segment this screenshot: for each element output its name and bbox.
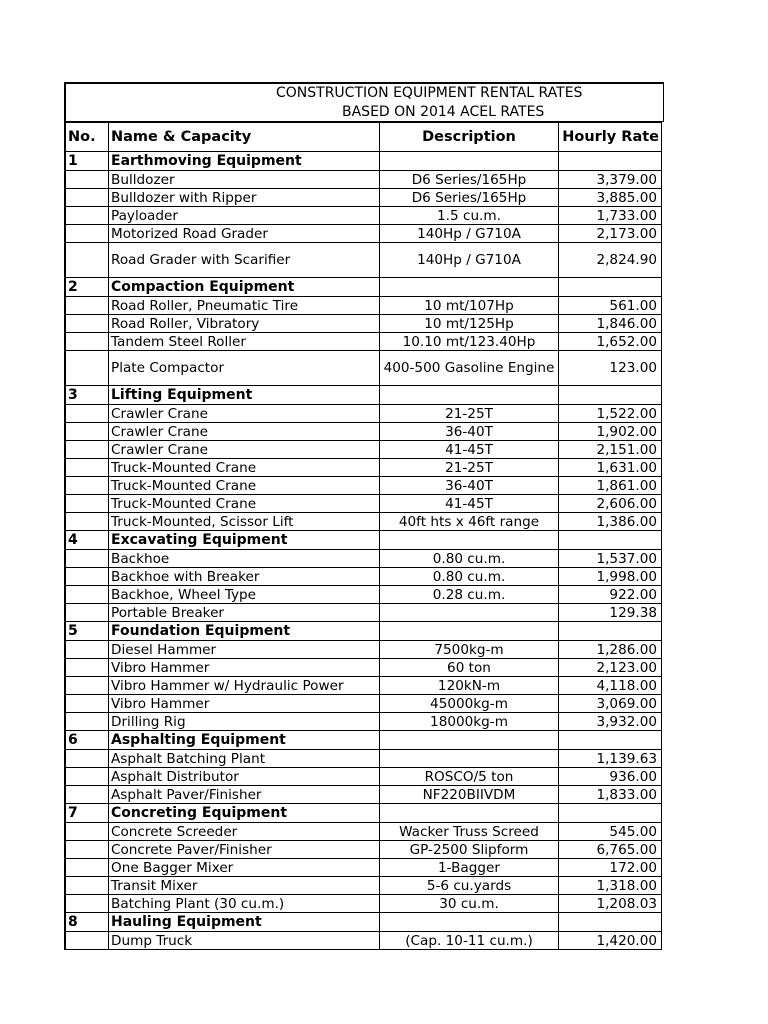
hourly-rate: 1,861.00 bbox=[559, 477, 662, 495]
equipment-description: 1.5 cu.m. bbox=[380, 207, 559, 225]
hourly-rate: 123.00 bbox=[559, 351, 662, 386]
table-row bbox=[65, 695, 662, 713]
row-number bbox=[65, 225, 109, 243]
header-description: Description bbox=[380, 123, 559, 152]
hourly-rate: 3,069.00 bbox=[559, 695, 662, 713]
hourly-rate: 3,885.00 bbox=[559, 189, 662, 207]
equipment-description bbox=[380, 731, 559, 750]
category-name: Excavating Equipment bbox=[109, 531, 380, 550]
table-row bbox=[65, 297, 662, 315]
rates-table bbox=[64, 122, 662, 950]
hourly-rate: 2,606.00 bbox=[559, 495, 662, 513]
hourly-rate: 2,824.90 bbox=[559, 243, 662, 278]
row-number bbox=[65, 604, 109, 622]
category-row bbox=[65, 804, 662, 823]
equipment-description: 140Hp / G710A bbox=[380, 243, 559, 278]
equipment-name: Crawler Crane bbox=[109, 423, 380, 441]
hourly-rate: 3,379.00 bbox=[559, 171, 662, 189]
row-number bbox=[65, 750, 109, 768]
row-number bbox=[65, 713, 109, 731]
row-number bbox=[65, 550, 109, 568]
equipment-description: NF220BIIVDM bbox=[380, 786, 559, 804]
equipment-name: Asphalt Paver/Finisher bbox=[109, 786, 380, 804]
row-number bbox=[65, 297, 109, 315]
hourly-rate: 172.00 bbox=[559, 859, 662, 877]
equipment-name: Backhoe bbox=[109, 550, 380, 568]
category-row bbox=[65, 731, 662, 750]
equipment-description: 0.28 cu.m. bbox=[380, 586, 559, 604]
equipment-description: 36-40T bbox=[380, 477, 559, 495]
hourly-rate: 561.00 bbox=[559, 297, 662, 315]
equipment-description: ROSCO/5 ton bbox=[380, 768, 559, 786]
header-no: No. bbox=[65, 123, 109, 152]
equipment-description: (Cap. 10-11 cu.m.) bbox=[380, 932, 559, 950]
hourly-rate bbox=[559, 386, 662, 405]
equipment-description: 0.80 cu.m. bbox=[380, 568, 559, 586]
row-number bbox=[65, 695, 109, 713]
equipment-description bbox=[380, 622, 559, 641]
equipment-name: Vibro Hammer bbox=[109, 659, 380, 677]
category-name: Asphalting Equipment bbox=[109, 731, 380, 750]
equipment-name: Bulldozer with Ripper bbox=[109, 189, 380, 207]
row-number bbox=[65, 459, 109, 477]
row-number bbox=[65, 243, 109, 278]
header-name: Name & Capacity bbox=[109, 123, 380, 152]
table-row bbox=[65, 315, 662, 333]
hourly-rate bbox=[559, 152, 662, 171]
table-row bbox=[65, 768, 662, 786]
hourly-rate bbox=[559, 531, 662, 550]
table-row bbox=[65, 351, 662, 386]
equipment-description: 140Hp / G710A bbox=[380, 225, 559, 243]
hourly-rate bbox=[559, 731, 662, 750]
equipment-name: Drilling Rig bbox=[109, 713, 380, 731]
row-number bbox=[65, 477, 109, 495]
hourly-rate: 1,208.03 bbox=[559, 895, 662, 913]
equipment-description bbox=[380, 152, 559, 171]
row-number bbox=[65, 333, 109, 351]
hourly-rate: 3,932.00 bbox=[559, 713, 662, 731]
equipment-description: 120kN-m bbox=[380, 677, 559, 695]
table-row bbox=[65, 750, 662, 768]
hourly-rate: 922.00 bbox=[559, 586, 662, 604]
equipment-description bbox=[380, 531, 559, 550]
equipment-description: 18000kg-m bbox=[380, 713, 559, 731]
category-row bbox=[65, 622, 662, 641]
equipment-name: Road Roller, Vibratory bbox=[109, 315, 380, 333]
title-line-2: BASED ON 2014 ACEL RATES bbox=[342, 104, 545, 120]
equipment-name: Plate Compactor bbox=[109, 351, 380, 386]
table-row bbox=[65, 677, 662, 695]
equipment-name: Crawler Crane bbox=[109, 441, 380, 459]
equipment-description bbox=[380, 750, 559, 768]
equipment-name: Road Grader with Scarifier bbox=[109, 243, 380, 278]
table-row bbox=[65, 895, 662, 913]
equipment-name: Motorized Road Grader bbox=[109, 225, 380, 243]
equipment-description: 400-500 Gasoline Engine bbox=[380, 351, 559, 386]
row-number bbox=[65, 568, 109, 586]
table-row bbox=[65, 513, 662, 531]
table-row bbox=[65, 243, 662, 278]
equipment-name: Backhoe with Breaker bbox=[109, 568, 380, 586]
equipment-name: Road Roller, Pneumatic Tire bbox=[109, 297, 380, 315]
category-name: Hauling Equipment bbox=[109, 913, 380, 932]
hourly-rate: 4,118.00 bbox=[559, 677, 662, 695]
table-row bbox=[65, 604, 662, 622]
row-number: 8 bbox=[65, 913, 109, 932]
table-row bbox=[65, 641, 662, 659]
hourly-rate: 1,386.00 bbox=[559, 513, 662, 531]
equipment-name: Vibro Hammer w/ Hydraulic Power bbox=[109, 677, 380, 695]
equipment-description: 21-25T bbox=[380, 459, 559, 477]
table-row bbox=[65, 550, 662, 568]
row-number bbox=[65, 495, 109, 513]
hourly-rate: 545.00 bbox=[559, 823, 662, 841]
row-number bbox=[65, 351, 109, 386]
hourly-rate bbox=[559, 804, 662, 823]
table-row bbox=[65, 932, 662, 950]
equipment-description: 45000kg-m bbox=[380, 695, 559, 713]
hourly-rate: 129.38 bbox=[559, 604, 662, 622]
equipment-description: 0.80 cu.m. bbox=[380, 550, 559, 568]
row-number: 1 bbox=[65, 152, 109, 171]
equipment-name: Dump Truck bbox=[109, 932, 380, 950]
category-row bbox=[65, 531, 662, 550]
equipment-description: GP-2500 Slipform bbox=[380, 841, 559, 859]
row-number: 5 bbox=[65, 622, 109, 641]
category-name: Concreting Equipment bbox=[109, 804, 380, 823]
table-row bbox=[65, 659, 662, 677]
category-name: Lifting Equipment bbox=[109, 386, 380, 405]
category-name: Foundation Equipment bbox=[109, 622, 380, 641]
row-number: 3 bbox=[65, 386, 109, 405]
table-row bbox=[65, 786, 662, 804]
table-row bbox=[65, 713, 662, 731]
row-number bbox=[65, 895, 109, 913]
equipment-description: 1-Bagger bbox=[380, 859, 559, 877]
hourly-rate: 2,123.00 bbox=[559, 659, 662, 677]
equipment-description: 21-25T bbox=[380, 405, 559, 423]
row-number bbox=[65, 189, 109, 207]
table-row bbox=[65, 859, 662, 877]
equipment-description bbox=[380, 278, 559, 297]
equipment-name: Truck-Mounted Crane bbox=[109, 477, 380, 495]
equipment-description: 40ft hts x 46ft range bbox=[380, 513, 559, 531]
row-number: 2 bbox=[65, 278, 109, 297]
equipment-description: 30 cu.m. bbox=[380, 895, 559, 913]
equipment-description bbox=[380, 913, 559, 932]
table-row bbox=[65, 495, 662, 513]
table-row bbox=[65, 423, 662, 441]
category-name: Compaction Equipment bbox=[109, 278, 380, 297]
table-row bbox=[65, 405, 662, 423]
title-block bbox=[64, 82, 664, 122]
row-number bbox=[65, 315, 109, 333]
row-number bbox=[65, 586, 109, 604]
equipment-name: Truck-Mounted Crane bbox=[109, 459, 380, 477]
table-row bbox=[65, 441, 662, 459]
equipment-name: Bulldozer bbox=[109, 171, 380, 189]
equipment-name: Vibro Hammer bbox=[109, 695, 380, 713]
hourly-rate: 1,631.00 bbox=[559, 459, 662, 477]
hourly-rate: 1,902.00 bbox=[559, 423, 662, 441]
row-number bbox=[65, 768, 109, 786]
equipment-description: 7500kg-m bbox=[380, 641, 559, 659]
equipment-description: 60 ton bbox=[380, 659, 559, 677]
row-number bbox=[65, 405, 109, 423]
row-number bbox=[65, 841, 109, 859]
row-number bbox=[65, 823, 109, 841]
equipment-description bbox=[380, 386, 559, 405]
equipment-description: 41-45T bbox=[380, 441, 559, 459]
equipment-description: 5-6 cu.yards bbox=[380, 877, 559, 895]
header-row bbox=[65, 123, 662, 152]
table-row bbox=[65, 459, 662, 477]
equipment-description: 36-40T bbox=[380, 423, 559, 441]
row-number bbox=[65, 659, 109, 677]
equipment-name: Diesel Hammer bbox=[109, 641, 380, 659]
hourly-rate bbox=[559, 622, 662, 641]
equipment-name: Truck-Mounted, Scissor Lift bbox=[109, 513, 380, 531]
row-number bbox=[65, 877, 109, 895]
table-row bbox=[65, 586, 662, 604]
equipment-name: Asphalt Distributor bbox=[109, 768, 380, 786]
equipment-description: Wacker Truss Screed bbox=[380, 823, 559, 841]
row-number: 4 bbox=[65, 531, 109, 550]
hourly-rate: 6,765.00 bbox=[559, 841, 662, 859]
table-row bbox=[65, 841, 662, 859]
row-number bbox=[65, 171, 109, 189]
category-row bbox=[65, 913, 662, 932]
equipment-description: D6 Series/165Hp bbox=[380, 171, 559, 189]
equipment-name: Transit Mixer bbox=[109, 877, 380, 895]
equipment-description: D6 Series/165Hp bbox=[380, 189, 559, 207]
equipment-name: Asphalt Batching Plant bbox=[109, 750, 380, 768]
hourly-rate: 1,139.63 bbox=[559, 750, 662, 768]
hourly-rate: 1,998.00 bbox=[559, 568, 662, 586]
equipment-name: Concrete Paver/Finisher bbox=[109, 841, 380, 859]
hourly-rate: 1,537.00 bbox=[559, 550, 662, 568]
table-row bbox=[65, 225, 662, 243]
hourly-rate: 1,846.00 bbox=[559, 315, 662, 333]
equipment-name: Batching Plant (30 cu.m.) bbox=[109, 895, 380, 913]
table-row bbox=[65, 207, 662, 225]
hourly-rate: 2,173.00 bbox=[559, 225, 662, 243]
equipment-name: Portable Breaker bbox=[109, 604, 380, 622]
equipment-description: 41-45T bbox=[380, 495, 559, 513]
equipment-name: Tandem Steel Roller bbox=[109, 333, 380, 351]
table-row bbox=[65, 333, 662, 351]
row-number bbox=[65, 207, 109, 225]
hourly-rate: 1,420.00 bbox=[559, 932, 662, 950]
rental-rates-sheet bbox=[64, 82, 662, 950]
table-row bbox=[65, 171, 662, 189]
table-body bbox=[65, 152, 662, 950]
row-number: 7 bbox=[65, 804, 109, 823]
table-row bbox=[65, 568, 662, 586]
table-row bbox=[65, 877, 662, 895]
equipment-description: 10.10 mt/123.40Hp bbox=[380, 333, 559, 351]
equipment-name: Crawler Crane bbox=[109, 405, 380, 423]
equipment-name: Concrete Screeder bbox=[109, 823, 380, 841]
category-row bbox=[65, 278, 662, 297]
row-number bbox=[65, 641, 109, 659]
header-rate: Hourly Rate bbox=[559, 123, 662, 152]
hourly-rate: 2,151.00 bbox=[559, 441, 662, 459]
row-number bbox=[65, 677, 109, 695]
equipment-description bbox=[380, 604, 559, 622]
hourly-rate: 1,733.00 bbox=[559, 207, 662, 225]
row-number bbox=[65, 859, 109, 877]
category-name: Earthmoving Equipment bbox=[109, 152, 380, 171]
hourly-rate: 1,833.00 bbox=[559, 786, 662, 804]
hourly-rate: 1,318.00 bbox=[559, 877, 662, 895]
row-number bbox=[65, 513, 109, 531]
row-number bbox=[65, 786, 109, 804]
equipment-name: Backhoe, Wheel Type bbox=[109, 586, 380, 604]
table-row bbox=[65, 477, 662, 495]
hourly-rate bbox=[559, 278, 662, 297]
row-number: 6 bbox=[65, 731, 109, 750]
row-number bbox=[65, 932, 109, 950]
hourly-rate: 1,522.00 bbox=[559, 405, 662, 423]
equipment-name: Truck-Mounted Crane bbox=[109, 495, 380, 513]
equipment-description: 10 mt/107Hp bbox=[380, 297, 559, 315]
equipment-name: One Bagger Mixer bbox=[109, 859, 380, 877]
hourly-rate: 936.00 bbox=[559, 768, 662, 786]
row-number bbox=[65, 423, 109, 441]
category-row bbox=[65, 152, 662, 171]
hourly-rate: 1,652.00 bbox=[559, 333, 662, 351]
equipment-description: 10 mt/125Hp bbox=[380, 315, 559, 333]
table-row bbox=[65, 823, 662, 841]
title-line-1: CONSTRUCTION EQUIPMENT RENTAL RATES bbox=[276, 85, 583, 101]
hourly-rate bbox=[559, 913, 662, 932]
table-row bbox=[65, 189, 662, 207]
equipment-name: Payloader bbox=[109, 207, 380, 225]
equipment-description bbox=[380, 804, 559, 823]
category-row bbox=[65, 386, 662, 405]
row-number bbox=[65, 441, 109, 459]
hourly-rate: 1,286.00 bbox=[559, 641, 662, 659]
